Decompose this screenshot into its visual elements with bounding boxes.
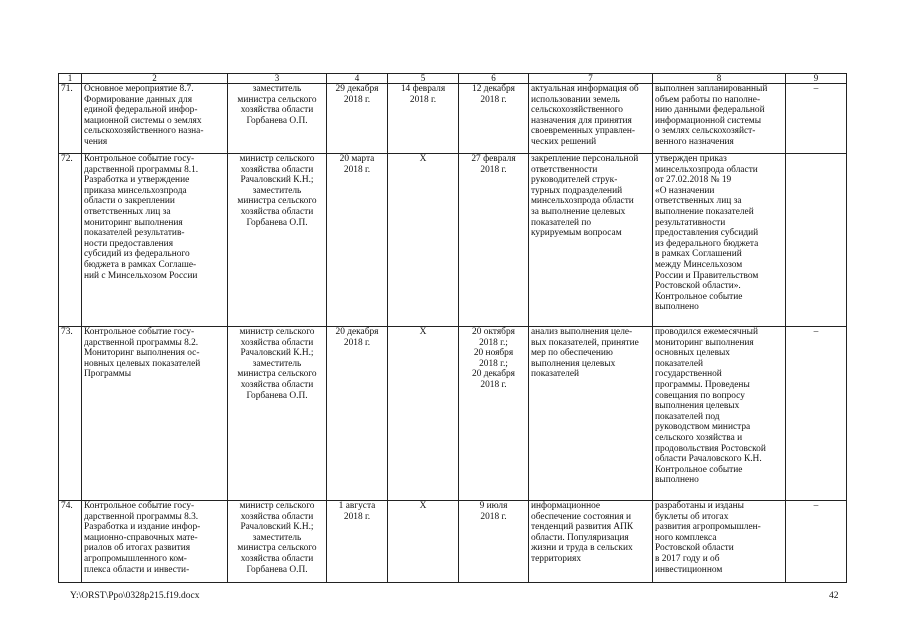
header-cell: 1 bbox=[59, 74, 82, 84]
footer-page-number: 42 bbox=[829, 591, 839, 601]
col5-cell: Х bbox=[388, 154, 459, 327]
result-plan-cell: актуальная информация об использовании земель сельскохозяйственного назначения для принятия своевременных управлен- ческих решений bbox=[529, 84, 653, 154]
plan-date-cell: 29 декабря 2018 г. bbox=[327, 84, 388, 154]
plan-date-cell: 20 декабря 2018 г. bbox=[327, 327, 388, 501]
table-row bbox=[59, 501, 847, 583]
event-cell: Контрольное событие госу- дарственной программы 8.2. Мониторинг выполнения ос- новных целевых показателей Программы bbox=[82, 327, 228, 501]
header-cell: 2 bbox=[82, 74, 228, 84]
result-plan-cell: информационное обеспечение состояния и тенденций развития АПК области. Популяризация жизни и труда в сельских территориях bbox=[529, 501, 653, 583]
event-cell: Контрольное событие госу- дарственной программы 8.3. Разработка и издание инфор- мационно-справочных мате- риалов об итогах развития агропромышленного ком- плекса области и инвести- bbox=[82, 501, 228, 583]
result-fact-cell: проводился ежемесячный мониторинг выполнения основных целевых показателей государственной программы. Проведены совещания по вопросу выполнения целевых показателей под руководством министра сельского хозяйства и продовольствия Ростовской области Рачаловского К.Н. Контрольное событие выполнено bbox=[653, 327, 786, 501]
table-header-row bbox=[59, 74, 847, 84]
responsible-cell: министр сельского хозяйства области Рачаловский К.Н.; заместитель министра сельского хозяйства области Горбанева О.П. bbox=[228, 501, 327, 583]
header-cell: 5 bbox=[388, 74, 459, 84]
table-row bbox=[59, 84, 847, 154]
fact-date-cell: 27 февраля 2018 г. bbox=[459, 154, 529, 327]
header-cell: 4 bbox=[327, 74, 388, 84]
event-cell: Контрольное событие госу- дарственной программы 8.1. Разработка и утверждение приказа минсельхозпрода области о закреплении ответственных лиц за мониторинг выполнения показателей результатив- ности предоставления субсидий из федерального бюджета в рамках Соглаше- ний с Минсельхозом России bbox=[82, 154, 228, 327]
col5-cell: Х bbox=[388, 327, 459, 501]
note-cell bbox=[786, 154, 847, 327]
note-cell: – bbox=[786, 327, 847, 501]
header-cell: 9 bbox=[786, 74, 847, 84]
note-cell: – bbox=[786, 501, 847, 583]
row-number: 71. bbox=[59, 84, 82, 154]
header-cell: 6 bbox=[459, 74, 529, 84]
fact-date-cell: 20 октября 2018 г.; 20 ноября 2018 г.; 20 декабря 2018 г. bbox=[459, 327, 529, 501]
responsible-cell: министр сельского хозяйства области Рачаловский К.Н.; заместитель министра сельского хозяйства области Горбанева О.П. bbox=[228, 154, 327, 327]
table-row bbox=[59, 154, 847, 327]
note-cell: – bbox=[786, 84, 847, 154]
col5-cell: Х bbox=[388, 501, 459, 583]
header-cell: 3 bbox=[228, 74, 327, 84]
responsible-cell: заместитель министра сельского хозяйства области Горбанева О.П. bbox=[228, 84, 327, 154]
row-number: 72. bbox=[59, 154, 82, 327]
footer-file-path: Y:\ORST\Ppo\0328p215.f19.docx bbox=[70, 591, 200, 601]
result-fact-cell: разработаны и изданы буклеты об итогах развития агропромышлен- ного комплекса Ростовской области в 2017 году и об инвестиционном bbox=[653, 501, 786, 583]
fact-date-cell: 12 декабря 2018 г. bbox=[459, 84, 529, 154]
report-table bbox=[58, 73, 847, 583]
responsible-cell: министр сельского хозяйства области Рачаловский К.Н.; заместитель министра сельского хозяйства области Горбанева О.П. bbox=[228, 327, 327, 501]
result-plan-cell: анализ выполнения целе- вых показателей, принятие мер по обеспечению выполнения целевых показателей bbox=[529, 327, 653, 501]
result-fact-cell: утвержден приказ минсельхозпрода области от 27.02.2018 № 19 «О назначении ответственных лиц за выполнение показателей результативности предоставления субсидий из федерального бюджета в рамках Соглашений между Минсельхозом России и Правительством Ростовской области». Контрольное событие выполнено bbox=[653, 154, 786, 327]
plan-date-cell: 1 августа 2018 г. bbox=[327, 501, 388, 583]
row-number: 73. bbox=[59, 327, 82, 501]
result-fact-cell: выполнен запланированный объем работы по наполне- нию данными федеральной информационной системы о землях сельскохозяйст- венного назначения bbox=[653, 84, 786, 154]
table-row bbox=[59, 327, 847, 501]
col5-cell: 14 февраля 2018 г. bbox=[388, 84, 459, 154]
plan-date-cell: 20 марта 2018 г. bbox=[327, 154, 388, 327]
header-cell: 7 bbox=[529, 74, 653, 84]
fact-date-cell: 9 июля 2018 г. bbox=[459, 501, 529, 583]
row-number: 74. bbox=[59, 501, 82, 583]
header-cell: 8 bbox=[653, 74, 786, 84]
result-plan-cell: закрепление персональной ответственности руководителей струк- турных подразделений минсельхозпрода области за выполнение целевых показателей по курируемым вопросам bbox=[529, 154, 653, 327]
event-cell: Основное мероприятие 8.7. Формирование данных для единой федеральной инфор- мационной системы о землях сельскохозяйственного назна- чения bbox=[82, 84, 228, 154]
